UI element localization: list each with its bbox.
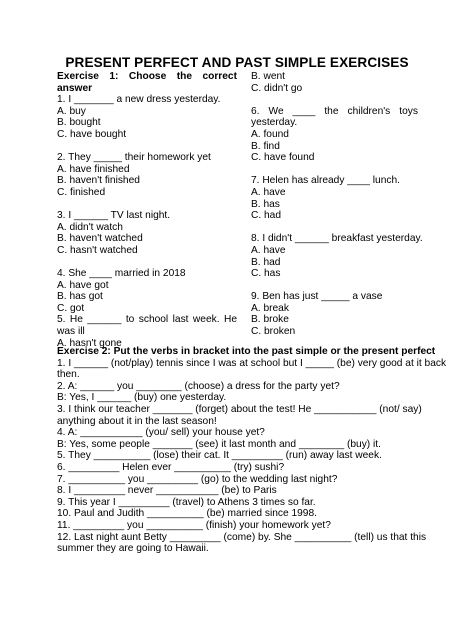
answer-option: A. have — [251, 244, 286, 256]
answer-option: B. had — [251, 256, 281, 268]
exercise-line: 7. __________ you _________ (go) to the wedding last night? — [57, 473, 338, 485]
answer-option: B. bought — [57, 117, 101, 129]
exercise-line: B: Yes, I ______ (buy) one yesterday. — [57, 392, 227, 404]
answer-option: B. haven't finished — [57, 175, 140, 187]
answer-option: A. buy — [57, 105, 86, 117]
question-line: 3. I ______ TV last night. — [57, 210, 171, 222]
answer-option: A. have finished — [57, 163, 130, 175]
answer-option: C. has — [251, 268, 281, 280]
exercise-line: 6. _________ Helen ever __________ (try) sushi? — [57, 461, 285, 473]
answer-option: C. hasn't watched — [57, 244, 138, 256]
answer-option: C. had — [251, 210, 282, 222]
question-line: 9. Ben has just _____ a vase — [251, 291, 383, 303]
exercise-1-heading-cont: answer — [57, 82, 93, 94]
answer-option: A. hasn't gone — [57, 337, 122, 349]
answer-option: C. have bought — [57, 128, 127, 140]
answer-option: C. didn't go — [251, 82, 303, 94]
exercise-line: summer they are going to Hawaii. — [57, 543, 209, 555]
exercise-line: 3. I think our teacher _______ (forget) about the test! He ___________ (not/ say) — [57, 403, 422, 415]
exercise-1-heading: Exercise 1: Choose the correct — [57, 71, 237, 82]
exercise-2 — [57, 346, 447, 555]
exercise-line: 1. I ______ (not/play) tennis since I was at school but I _____ (be) very good at it back — [57, 357, 447, 369]
question-line: 2. They _____ their homework yet — [57, 152, 211, 164]
page-title: PRESENT PERFECT AND PAST SIMPLE EXERCISES — [65, 55, 409, 70]
exercise-line: 10. Paul and Judith __________ (be) married since 1998. — [57, 508, 317, 520]
question-line: 7. Helen has already ____ lunch. — [251, 175, 400, 187]
exercise-line: 2. A: ______ you ________ (choose) a dress for the party yet? — [57, 380, 340, 392]
exercise-1-left-column — [57, 71, 237, 349]
exercise-line: anything about it in the last season! — [57, 415, 217, 427]
answer-option: A. have — [251, 186, 286, 198]
answer-option: B. broke — [251, 314, 289, 326]
question-line: 4. She ____ married in 2018 — [57, 268, 186, 280]
exercise-line: 11. _________ you __________ (finish) your homework yet? — [57, 519, 331, 531]
answer-option: B. went — [251, 71, 285, 82]
answer-option: B. has got — [57, 291, 103, 303]
answer-option: A. didn't watch — [57, 221, 123, 233]
exercise-line: 5. They __________ (lose) their cat. It _________ (run) away last week. — [57, 450, 382, 462]
answer-option: C. broken — [251, 326, 296, 338]
exercise-line: 8. I _________ never ___________ (be) to Paris — [57, 485, 277, 497]
exercise-line: 4. A: ___________ (you/ sell) your house yet? — [57, 427, 265, 439]
question-line-cont: yesterday. — [251, 117, 298, 129]
question-line: 5. He ______ to school last week. He — [57, 314, 237, 326]
exercise-line: B: Yes, some people _______ (see) it last month and ________ (buy) it. — [57, 438, 381, 450]
question-line: 6. We ____ the children's toys — [251, 105, 418, 117]
answer-option: C. finished — [57, 186, 106, 198]
exercise-line: 12. Last night aunt Betty _________ (come) by. She __________ (tell) us that this — [57, 531, 427, 543]
answer-option: C. have found — [251, 152, 315, 164]
question-line-cont: was ill — [57, 326, 85, 338]
exercise-line: 9. This year I _________ (travel) to Athens 3 times so far. — [57, 496, 316, 508]
question-line: 1. I _______ a new dress yesterday. — [57, 94, 221, 106]
answer-option: A. break — [251, 302, 289, 314]
answer-option: A. have got — [57, 279, 109, 291]
answer-option: C. got — [57, 302, 85, 314]
exercise-2-heading: Exercise 2: Put the verbs in bracket into the past simple or the present perfect — [57, 346, 436, 357]
answer-option: A. found — [251, 128, 289, 140]
exercise-1-right-column — [251, 71, 423, 338]
answer-option: B. haven't watched — [57, 233, 143, 245]
answer-option: B. find — [251, 140, 280, 152]
answer-option: B. has — [251, 198, 280, 210]
question-line: 8. I didn't ______ breakfast yesterday. — [251, 233, 423, 245]
exercise-line: then. — [57, 369, 80, 381]
